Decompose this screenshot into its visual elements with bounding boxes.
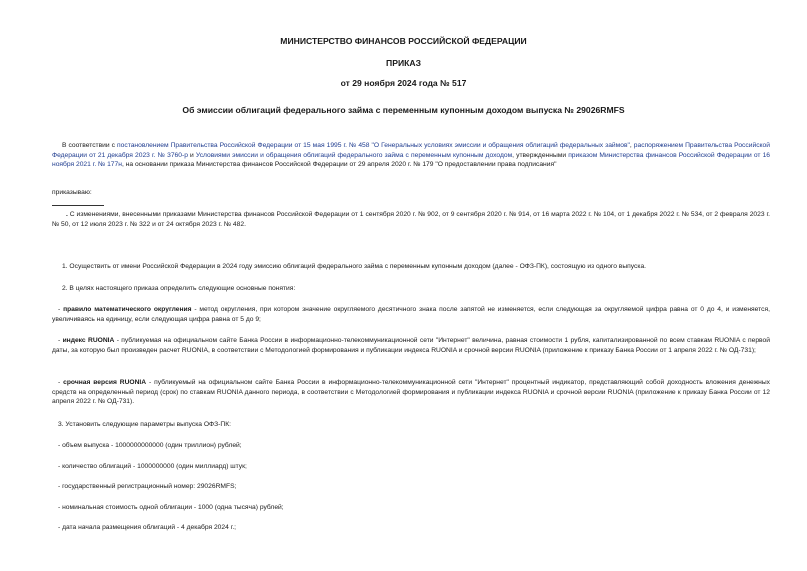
definition-rounding-text: - метод округления, при котором значение округляемого десятичного знака после запятой не изменяется, если следующая за округляемой цифра равна от 0 до 4, и изменяется, увеличиваясь на единицу, если следующая цифра равна от 5 до 9; <box>52 306 770 323</box>
footnote-mark: . <box>66 211 68 218</box>
link-government-decree-458[interactable]: постановлением Правительства Российской Федерации от 15 мая 1995 г. № 458 "О Генеральных условиях эмиссии и обращения облигаций федеральных займов" <box>117 142 630 149</box>
footnote-paragraph <box>52 210 770 229</box>
item-3: 3. Установить следующие параметры выпуска ОФЗ-ПК: <box>58 421 231 428</box>
definition-ruonia-index-dash: - <box>58 337 63 344</box>
footnote-text: С изменениями, внесенными приказами Министерства финансов Российской Федерации от 1 сентября 2020 г. № 902, от 9 сентября 2020 г. № 914, от 16 марта 2022 г. № 104, от 1 декабря 2022 г. № 534, от 2 февраля 2023 г. № 50, от 12 июля 2023 г. № 322 и от 24 октября 2023 г. № 482. <box>52 211 770 228</box>
definition-ruonia-index-term: индекс RUONIA <box>62 337 115 344</box>
param-nominal-value: - номинальная стоимость одной облигации - 1000 (одна тысяча) рублей; <box>58 504 284 511</box>
definition-ruonia-index <box>52 336 770 355</box>
link-minfin-order-177n[interactable]: приказом Министерства финансов Российской Федерации от 16 ноября 2021 г. № 177н <box>52 151 771 169</box>
definition-rounding-term: правило математического округления <box>63 306 192 313</box>
document-date-number: от 29 ноября 2024 года № 517 <box>340 78 467 88</box>
definition-ruonia-term-term: срочная версия RUONIA <box>63 379 147 386</box>
preamble-text-3: и <box>187 151 196 159</box>
param-placement-start-date: - дата начала размещения облигаций - 4 декабря 2024 г.; <box>58 524 237 531</box>
order-word: приказываю: <box>52 189 92 196</box>
link-issuance-conditions[interactable]: Условиями эмиссии и обращения облигаций федерального займа с переменным купонным доходом <box>195 151 513 159</box>
preamble-text-2: , <box>629 142 634 149</box>
link-government-order-3760r[interactable]: распоряжением Правительства Российской Федерации от 21 декабря 2023 г. № 3760-р <box>52 142 770 159</box>
definition-ruonia-term-version <box>52 378 770 407</box>
item-1: 1. Осуществить от имени Российской Федерации в 2024 году эмиссию облигаций федерального займа с переменным купонным доходом (далее - ОФЗ-ПК), состоящую из одного выпуска. <box>62 263 647 270</box>
preamble-paragraph <box>52 141 770 170</box>
preamble-text-4: , утвержденными <box>512 151 569 159</box>
definition-ruonia-index-text: - публикуемая на официальном сайте Банка России в информационно-телекоммуникационной сети "Интернет" величина, равная стоимости 1 рубля, капитализированной по всем ставкам RUONIA с первой даты, за которую был произведен расчет RUONIA, в соответствии с Методологией формирования и публикации индекса RUONIA и срочной версии RUONIA (приложение к приказу Банка России от 1 апреля 2022 г. № ОД-731); <box>52 337 770 354</box>
param-quantity: - количество облигаций - 1000000000 (один миллиард) штук; <box>58 463 247 470</box>
item-2: 2. В целях настоящего приказа определить следующие основные понятия: <box>62 285 296 292</box>
definition-rounding <box>52 305 770 324</box>
document-type: ПРИКАЗ <box>386 58 421 68</box>
document-title: Об эмиссии облигаций федерального займа с переменным купонным доходом выпуска № 29026RMFS <box>182 105 625 115</box>
definition-rounding-dash: - <box>58 306 64 313</box>
param-registration-number: - государственный регистрационный номер: 29026RMFS; <box>58 483 237 490</box>
preamble-text-5: , на основании приказа Министерства финансов Российской Федерации от 29 апреля 2020 г. № 179 "О предоставлении права подписания" <box>121 161 557 169</box>
definition-ruonia-term-dash: - <box>58 379 64 386</box>
ministry-heading: МИНИСТЕРСТВО ФИНАНСОВ РОССИЙСКОЙ ФЕДЕРАЦИИ <box>280 36 527 46</box>
footnote-divider <box>52 205 104 206</box>
preamble-text-1: В соответствии с <box>62 142 118 149</box>
definition-ruonia-term-text: - публикуемый на официальном сайте Банка России в информационно-телекоммуникационной сети "Интернет" процентный индикатор, представляющий собой доходность вложения денежных средств на определенный период (срок) по ставкам RUONIA данного периода, в соответствии с Методологией формирования и публикации индекса RUONIA и срочной версии RUONIA (приложение к приказу Банка России от 12 апреля 2022 г. № ОД-731). <box>52 379 771 406</box>
param-volume: - объем выпуска - 1000000000000 (один триллион) рублей; <box>58 442 242 449</box>
